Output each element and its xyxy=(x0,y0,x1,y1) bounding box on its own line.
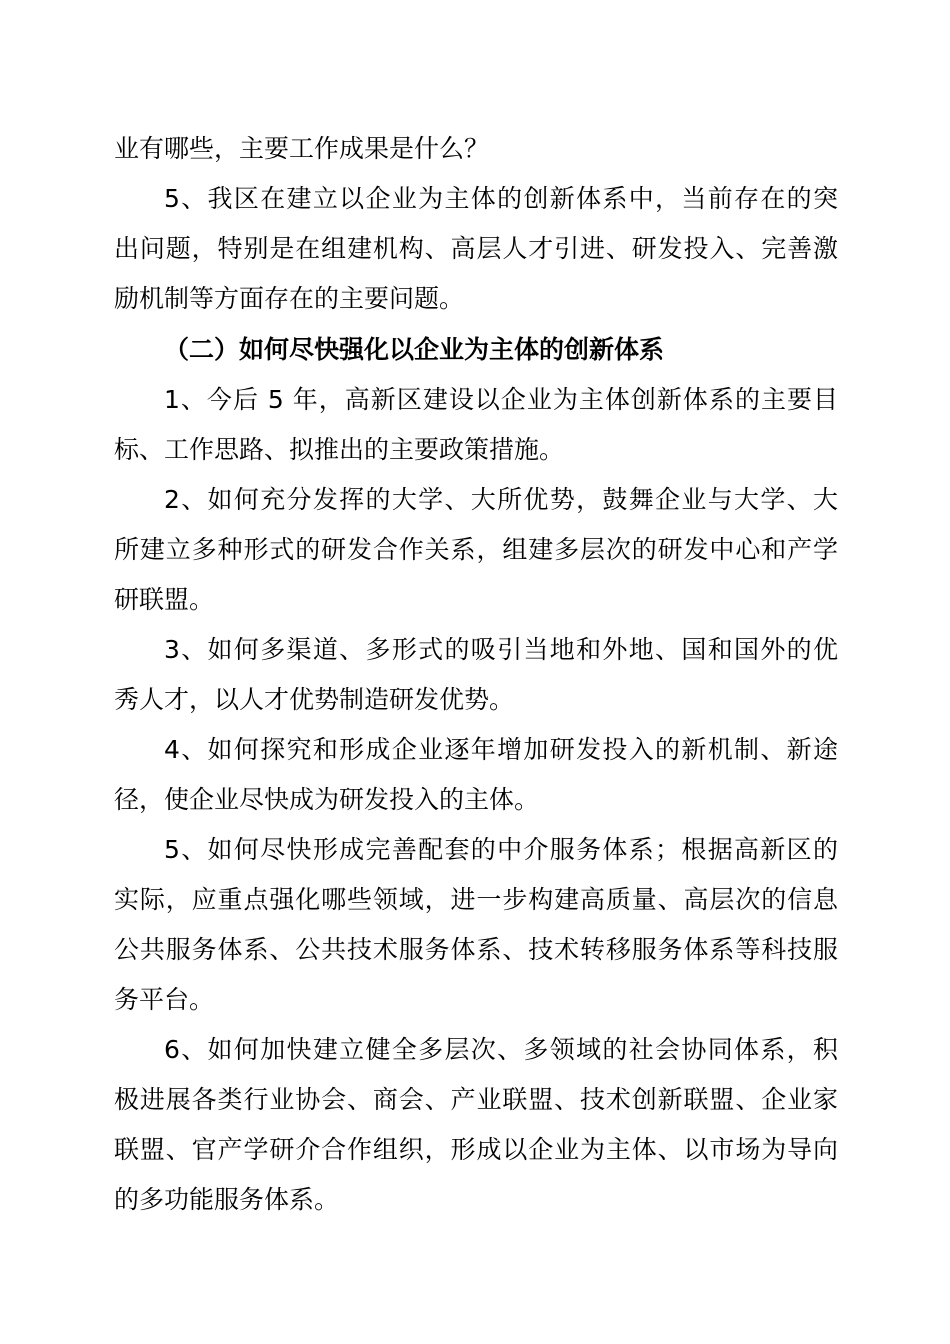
text-line: 秀人才，以人才优势制造研发优势。 xyxy=(114,685,515,714)
text-line: 的多功能服务体系。 xyxy=(114,1185,340,1214)
text-line: 5、如何尽快形成完善配套的中介服务体系；根据高新区的 xyxy=(164,835,838,864)
text-line: 6、如何加快建立健全多层次、多领域的社会协同体系，积 xyxy=(164,1035,838,1064)
text-line: 联盟、官产学研介合作组织，形成以企业为主体、以市场为导向 xyxy=(114,1135,838,1164)
text-line: 3、如何多渠道、多形式的吸引当地和外地、国和国外的优 xyxy=(164,635,838,664)
text-line: 2、如何充分发挥的大学、大所优势，鼓舞企业与大学、大 xyxy=(164,485,838,514)
text-line: 标、工作思路、拟推出的主要政策措施。 xyxy=(114,435,565,464)
text-line: 业有哪些，主要工作成果是什么？ xyxy=(114,134,490,163)
text-line: 4、如何探究和形成企业逐年增加研发投入的新机制、新途 xyxy=(164,735,838,764)
text-line: 励机制等方面存在的主要问题。 xyxy=(114,284,465,313)
text-line: 所建立多种形式的研发合作关系，组建多层次的研发中心和产学 xyxy=(114,535,838,564)
text-line: 公共服务体系、公共技术服务体系、技术转移服务体系等科技服 xyxy=(114,935,838,964)
text-line: 极进展各类行业协会、商会、产业联盟、技术创新联盟、企业家 xyxy=(114,1085,838,1114)
text-line: 务平台。 xyxy=(114,985,215,1014)
text-line: 研联盟。 xyxy=(114,585,215,614)
text-line: 5、我区在建立以企业为主体的创新体系中，当前存在的突 xyxy=(164,184,838,213)
text-line: 实际，应重点强化哪些领域，进一步构建高质量、高层次的信息 xyxy=(114,885,838,914)
text-line: 1、今后 5 年，高新区建设以企业为主体创新体系的主要目 xyxy=(164,385,838,414)
text-line: 出问题，特别是在组建机构、高层人才引进、研发投入、完善激 xyxy=(114,234,838,263)
text-line: 径，使企业尽快成为研发投入的主体。 xyxy=(114,785,540,814)
section-heading: （二）如何尽快强化以企业为主体的创新体系 xyxy=(164,335,665,364)
